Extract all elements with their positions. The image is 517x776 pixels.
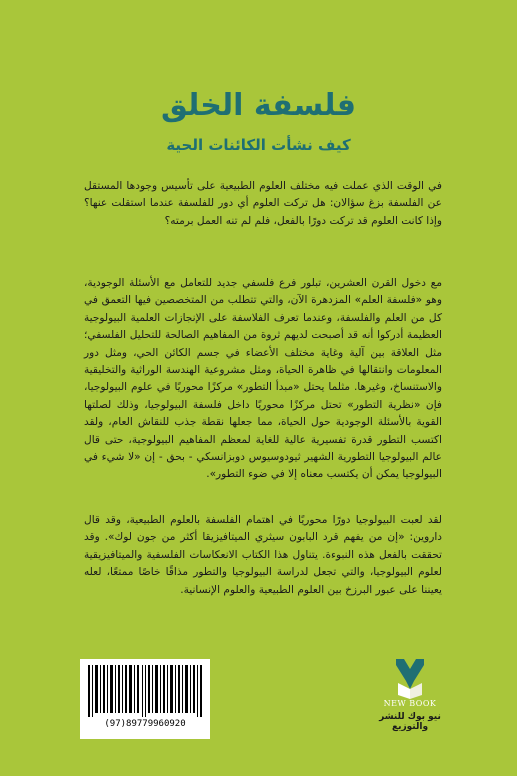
- publisher-name-english: NEW BOOK: [383, 699, 437, 708]
- isbn-number: (97)89779960920: [104, 719, 186, 729]
- blurb-paragraph-3: لقد لعبت البيولوجيا دورًا محوريًا في اهتمام الفلسفة بالعلوم الطبيعية، وقد قال داروين: «إن من يفهم قرد البابون سيثري الميتافيزيقا أكثر من جون لوك». وقد تحققت بالفعل هذه النبوءة. يتناول هذا الكتاب الانعكاسات الفلسفية والميتافيزيقية لعلوم البيولوجيا، والتي تجعل لدراسة البيولوجيا والتطور مذاقًا خاصًا ممتعًا، لعله يعيننا على عبور البرزخ بين العلوم الطبيعية والعلوم الإنسانية.: [84, 514, 442, 596]
- publisher-logo: [370, 655, 450, 735]
- isbn-barcode: [80, 659, 210, 739]
- book-subtitle: كيف نشأت الكائنات الحية: [166, 136, 351, 154]
- publisher-name-arabic: نيو بوك للنشر والتوزيع: [379, 712, 441, 732]
- book-title: فلسفة الخلق: [160, 88, 357, 123]
- barcode-icon: [88, 665, 202, 717]
- open-book-icon: [392, 655, 428, 699]
- blurb-paragraph-2: مع دخول القرن العشرين، تبلور فرع فلسفي جديد للتعامل مع الأسئلة الوجودية، وهو «فلسفة العلم» المزدهرة الآن، والتي تتطلب من المتخصصين فيها التعمق في كل من العلم والفلسفة، وعندما تعرف الفلاسفة على الإنجازات العلمية البيولوجية العظيمة أدركوا أنه قد أصبحت لديهم ثروة من المفاهيم الصالحة للتحليل الفلسفي؛ مثل العلاقة بين آلية وغاية مختلف الأعضاء في جسم الكائن الحي، ومثل دور المعلومات وانتقالها في ظاهرة الحياة، ومثل مشروعية الهندسة الوراثية والتخليقية والاستنساخ، وغيرها. مثلما يحتل «مبدأ التطور» مركزًا محوريًا في علوم البيولوجيا، فإن «نظرية التطور» تحتل مركزًا محوريًا داخل فلسفة البيولوجيا، وذلك لصلتها القوية بالأسئلة الوجودية حول الحياة، مما جعلها نقطة جذب للنقاش العام، ولقد اكتسب التطور قدرة تفسيرية عالية للغاية لمعظم المفاهيم البيولوجية، حتى قال عالم البيولوجيا التطورية الشهير ثيودوسيوس دوبزانسكي - بحق - إن «لا شيء في البيولوجيا يمكن أن يكتسب معناه إلا في ضوء التطور».: [84, 277, 442, 481]
- blurb-paragraph-1: في الوقت الذي عملت فيه مختلف العلوم الطبيعية على تأسيس وجودها المستقل عن الفلسفة بزغ سؤالان: هل تركت العلوم أي دور للفلسفة عندما استقلت عنها؟ وإذا كانت العلوم قد تركت دورًا بالفعل، فلم لم تنه العمل برمته؟: [84, 180, 442, 227]
